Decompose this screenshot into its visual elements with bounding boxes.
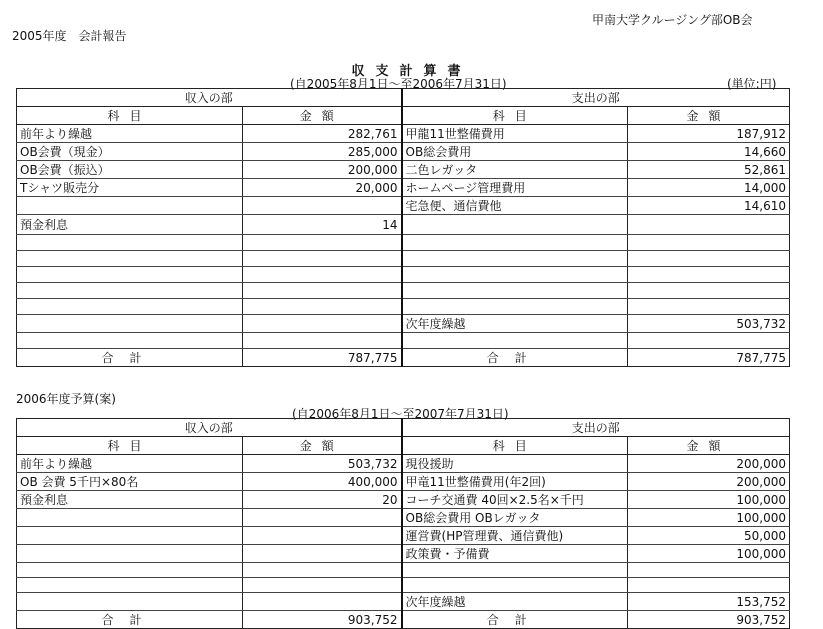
income-amount: 20,000: [243, 179, 402, 197]
organization-name: 甲南大学クルージング部OB会: [592, 13, 753, 27]
table-row: [17, 593, 790, 611]
expense-item: OB総会費用: [402, 143, 628, 161]
income-item: OB会費（現金）: [17, 143, 243, 161]
income-item: [17, 235, 243, 251]
expense-item: [402, 563, 628, 578]
income-item: [17, 333, 243, 349]
income-amount: 400,000: [243, 473, 402, 491]
expense-heading: 支出の部: [402, 89, 790, 107]
table-row: [17, 455, 790, 473]
income-item: Tシャツ販売分: [17, 179, 243, 197]
income-amount: [243, 578, 402, 593]
expense-item: 次年度繰越: [402, 593, 628, 611]
income-amount: 282,761: [243, 125, 402, 143]
expense-total: 903,752: [628, 611, 790, 629]
expense-item-header: 科目: [402, 107, 628, 125]
expense-amount: [628, 267, 790, 283]
expense-item: コーチ交通費 40回×2.5名×千円: [402, 491, 628, 509]
table-row: [17, 235, 790, 251]
income-item: [17, 299, 243, 315]
income-item: [17, 267, 243, 283]
table-row: [17, 563, 790, 578]
table-row: [17, 267, 790, 283]
income-item: 預金利息: [17, 215, 243, 235]
income-heading: 収入の部: [17, 419, 402, 437]
table-row: [17, 509, 790, 527]
budget-period: (自2006年8月1日～至2007年7月31日): [292, 407, 509, 421]
expense-amount: [628, 235, 790, 251]
expense-item: 甲竜11世整備費用(年2回): [402, 473, 628, 491]
income-amount: [243, 333, 402, 349]
income-heading: 収入の部: [17, 89, 402, 107]
expense-amount-header: 金額: [628, 437, 790, 455]
expense-amount: 503,732: [628, 315, 790, 333]
expense-item: 次年度繰越: [402, 315, 628, 333]
expense-amount: [628, 333, 790, 349]
expense-amount: 52,861: [628, 161, 790, 179]
income-amount: [243, 527, 402, 545]
expense-item: [402, 251, 628, 267]
table-row: [17, 545, 790, 563]
income-amount: [243, 197, 402, 215]
income-amount: [243, 283, 402, 299]
table-row: [17, 143, 790, 161]
expense-amount: 14,610: [628, 197, 790, 215]
expense-item: ホームページ管理費用: [402, 179, 628, 197]
table-row: [17, 283, 790, 299]
income-amount-header: 金額: [243, 437, 402, 455]
table-row: [17, 161, 790, 179]
expense-item: 政策費・予備費: [402, 545, 628, 563]
income-amount: [243, 235, 402, 251]
budget-table: [16, 418, 790, 629]
income-amount: [243, 315, 402, 333]
income-total-label: 合計: [17, 611, 243, 629]
expense-amount: 100,000: [628, 491, 790, 509]
income-item: [17, 315, 243, 333]
expense-total-label: 合計: [402, 349, 628, 367]
income-amount: [243, 593, 402, 611]
table-row: [17, 491, 790, 509]
expense-amount: 100,000: [628, 545, 790, 563]
expense-item-header: 科目: [402, 437, 628, 455]
table-row: [17, 299, 790, 315]
expense-amount: 14,660: [628, 143, 790, 161]
statement-table: [16, 88, 790, 367]
expense-amount: [628, 299, 790, 315]
expense-amount: 14,000: [628, 179, 790, 197]
income-amount: 20: [243, 491, 402, 509]
income-amount: [243, 545, 402, 563]
expense-item: [402, 299, 628, 315]
expense-amount: [628, 563, 790, 578]
expense-amount: [628, 251, 790, 267]
expense-item: [402, 267, 628, 283]
income-item-header: 科目: [17, 437, 243, 455]
table-row: [17, 197, 790, 215]
income-amount: [243, 267, 402, 283]
expense-amount: [628, 283, 790, 299]
income-total-label: 合計: [17, 349, 243, 367]
column-header-row: [17, 107, 790, 125]
income-item: OB 会費 5千円×80名: [17, 473, 243, 491]
table-row: [17, 473, 790, 491]
income-item: OB会費（振込）: [17, 161, 243, 179]
expense-amount: 200,000: [628, 473, 790, 491]
income-amount: 14: [243, 215, 402, 235]
expense-heading: 支出の部: [402, 419, 790, 437]
expense-amount: 200,000: [628, 455, 790, 473]
expense-item: [402, 215, 628, 235]
income-amount: [243, 251, 402, 267]
expense-total-label: 合計: [402, 611, 628, 629]
income-item: 預金利息: [17, 491, 243, 509]
table-row: [17, 315, 790, 333]
expense-item: OB総会費用 OBレガッタ: [402, 509, 628, 527]
table-row: [17, 125, 790, 143]
income-item: [17, 283, 243, 299]
income-item: [17, 527, 243, 545]
statement-period: (自2005年8月1日～至2006年7月31日): [290, 77, 507, 91]
table-row: [17, 179, 790, 197]
income-total: 903,752: [243, 611, 402, 629]
expense-item: 二色レガッタ: [402, 161, 628, 179]
section-header-row: [17, 89, 790, 107]
expense-amount: [628, 215, 790, 235]
expense-amount: 187,912: [628, 125, 790, 143]
expense-amount-header: 金額: [628, 107, 790, 125]
expense-item: 甲龍11世整備費用: [402, 125, 628, 143]
statement-title: 収支計算書: [351, 64, 472, 79]
table-row: [17, 333, 790, 349]
expense-total: 787,775: [628, 349, 790, 367]
income-item: [17, 509, 243, 527]
report-title: 2005年度 会計報告: [12, 29, 127, 43]
income-item: [17, 251, 243, 267]
budget-title: 2006年度予算(案): [16, 392, 116, 406]
expense-amount: 50,000: [628, 527, 790, 545]
income-item: 前年より繰越: [17, 125, 243, 143]
table-row: [17, 527, 790, 545]
expense-item: [402, 333, 628, 349]
income-item: [17, 545, 243, 563]
income-item: 前年より繰越: [17, 455, 243, 473]
expense-item: [402, 283, 628, 299]
income-amount: [243, 299, 402, 315]
income-amount: [243, 563, 402, 578]
income-item: [17, 197, 243, 215]
income-amount: [243, 509, 402, 527]
unit-label: (単位:円): [727, 77, 777, 91]
expense-amount: 100,000: [628, 509, 790, 527]
income-item: [17, 578, 243, 593]
income-total: 787,775: [243, 349, 402, 367]
total-row: [17, 611, 790, 629]
table-row: [17, 215, 790, 235]
income-amount-header: 金額: [243, 107, 402, 125]
expense-amount: [628, 578, 790, 593]
income-amount: 503,732: [243, 455, 402, 473]
income-item: [17, 593, 243, 611]
expense-item: [402, 578, 628, 593]
expense-item: 宅急便、通信費他: [402, 197, 628, 215]
income-amount: 285,000: [243, 143, 402, 161]
income-item-header: 科目: [17, 107, 243, 125]
section-header-row: [17, 419, 790, 437]
table-row: [17, 251, 790, 267]
total-row: [17, 349, 790, 367]
expense-item: 運営費(HP管理費、通信費他): [402, 527, 628, 545]
table-row: [17, 578, 790, 593]
column-header-row: [17, 437, 790, 455]
income-amount: 200,000: [243, 161, 402, 179]
expense-item: 現役援助: [402, 455, 628, 473]
income-item: [17, 563, 243, 578]
expense-amount: 153,752: [628, 593, 790, 611]
expense-item: [402, 235, 628, 251]
